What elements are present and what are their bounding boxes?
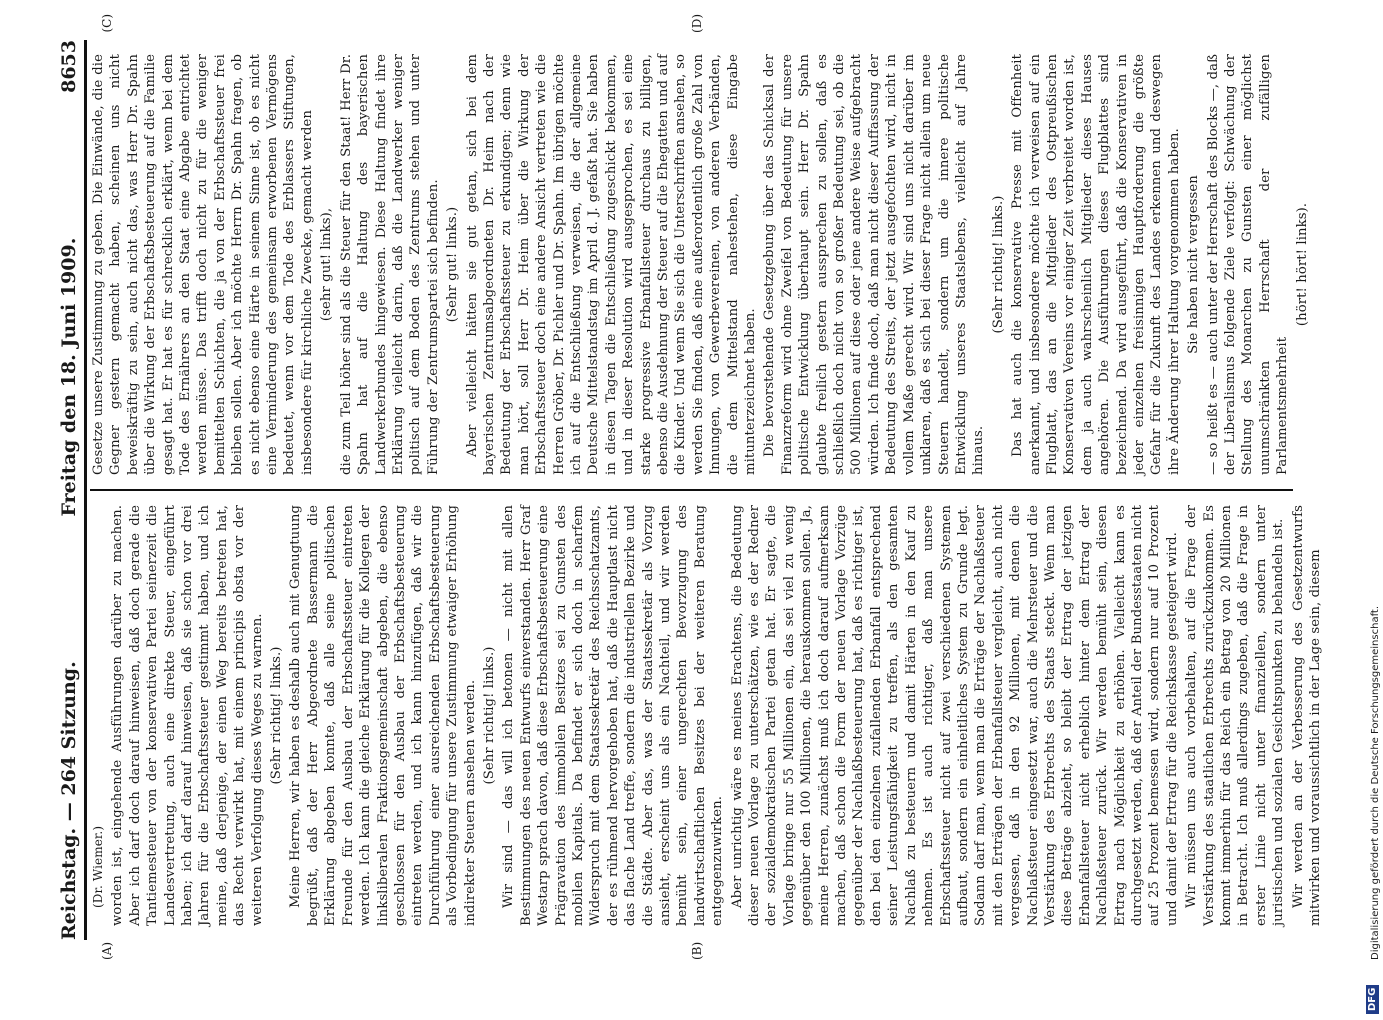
credit-text: Digitalisierung gefördert durch die Deutsche Forschungsgemeinschaft. <box>1370 605 1381 960</box>
margin-marker-a: (A) <box>100 941 114 960</box>
paragraph: Wir sind — das will ich betonen — nicht mit allen Bestimmungen des neuen Entwurfs einverstanden. Herr Graf Westarp sprach davon, daß diese Erbschaftsbesteuerung eine Prägravation des immobilen Besitzes sei zu Gunsten des mobilen Kapitals. Da befindet er sich doch in scharfem Widerspruch mit dem Staatssekretär des Reichsschatzamts, der es rühmend hervorgehoben hat, daß die Hauptlast nicht das flache Land treffe, sondern die industriellen Bezirke und die Städte. Aber das, was der Staatssekretär als Vorzug ansieht, erscheint uns als ein Nachteil, und wir werden bemüht sein, einer ungerechten Bevorzugung des landwirtschaftlichen Besitzes bei der weiteren Beratung entgegenzuwirken. <box>501 505 726 926</box>
digitization-credit <box>1367 0 1381 1020</box>
paragraph: worden ist, eingehende Ausführungen darüber zu machen. Aber ich darf doch darauf hinweisen, daß doch gerade die Tantiemesteuer von der konservativen Partei seinerzeit die Landesvertretung, auch eine direkte Steuer, eingeführt haben; ich darf darauf hinweisen, daß sie schon vor drei Jahren für die Erbschaftssteuer gestimmt haben, und ich meine, daß derjenige, der einen Weg bereits betreten hat, das Recht verwirkt hat, mit einem principis obsta vor der weiteren Verfolgung dieses Weges zu warnen. <box>110 505 265 926</box>
paragraph: Die bevorstehende Gesetzgebung über das Schicksal der Finanzreform wird ohne Zweifel von Bedeutung für unsere politische Entwicklung überhaupt sein. Herr Dr. Spahn glaubte freilich gestern aussprechen zu sollen, daß es schließlich doch nicht von so großer Bedeutung sei, ob die 500 Millionen auf diese oder jene andere Weise aufgebracht würden. Ich finde doch, daß man nicht dieser Auffassung der Bedeutung des Streits, der jetzt ausgefochten wird, nicht in vollem Maße gerecht wird. Wir sind uns nicht darüber im unklaren, daß es sich bei dieser Frage nicht allein um neue Steuern handelt, sondern um die innere politische Entwicklung unseres Staatslebens, vielleicht auf Jahre hinaus. <box>762 54 987 475</box>
interjection: (Sehr richtig! links.) <box>990 195 1006 334</box>
paragraph: Wir werden an der Verbesserung des Gesetzentwurfs mitwirken und voraussichtlich in der Lage sein, diesem <box>1290 505 1324 926</box>
page-number: 8653 <box>58 40 80 93</box>
interjection: (Sehr gut! links.) <box>445 206 461 323</box>
interjection: (Sehr richtig! links.) <box>269 646 285 785</box>
paragraph: Wir müssen uns auch vorbehalten, auf die Frage der Verstärkung des staatlichen Erbrechts zurückzukommen. Es kommt immerhin für das Reich ein Betrag von 20 Millionen in Betracht. Ich muß allerdings zugeben, daß die Frage in erster Linie nicht unter finanziellen, sondern unter juristischen und sozialen Gesichtspunkten zu behandeln ist. <box>1184 505 1287 926</box>
text-columns <box>90 40 1324 940</box>
speaker-label: (Dr. Wiemer.) <box>91 825 105 908</box>
paragraph: Meine Herren, wir haben es deshalb auch mit Genugtuung begrüßt, daß der Herr Abgeordnete Bassermann die Erklärung abgeben konnte, daß alle seine politischen Freunde für den Ausbau der Erbschaftssteuer eintreten werden. Ich kann die gleiche Erklärung für die Kollegen der linksliberalen Fraktionsgemeinschaft abgeben, die ebenso geschlossen für den Ausbau der Erbschaftsbesteuerung eintreten werden, und ich kann hinzufügen, daß wir die Durchführung einer ausreichenden Erbschaftsbesteuerung als Vorbedingung für unsere Zustimmung etwaiger Erhöhung indirekter Steuern ansehen werden. <box>288 505 478 926</box>
page-header <box>40 40 87 940</box>
margin-marker-b: (B) <box>690 941 704 960</box>
interjection: (Sehr richtig! links.) <box>481 646 497 785</box>
header-left: Reichstag. — 264 Sitzung. <box>58 661 80 940</box>
paragraph: Das hat auch die konservative Presse mit Offenheit anerkannt, und insbesondere möchte ich verweisen auf ein Flugblatt, das an die Mitglieder des Ostpreußischen Konservativen Vereins vor einiger Zeit verbreitet worden ist, dem ja auch wahrscheinlich Mitglieder dieses Hauses angehören. Die Ausführungen dieses Flugblattes sind bezeichnend. Da wird ausgeführt, daß die Konservativen in jeder einzelnen freisinnigen Hauptforderung die größte Gefahr für die Zukunft des Landes erkennen und deswegen ihre Änderung ihrer Haltung vorgenommen haben. <box>1010 54 1182 475</box>
quote-intro: Sie haben nicht vergessen <box>1186 175 1202 354</box>
left-column <box>90 489 1324 940</box>
paragraph: die zum Teil höher sind als die Steuer für den Staat! Herr Dr. Spahn hat auf die Haltung des bayerischen Landwerkerbundes hingewiesen. Diese Haltung findet ihre Erklärung vielleicht darin, daß die Landwerker weniger politisch auf dem Boden des Zentrums stehen und unter Führung der Zentrumspartei sich befinden. <box>338 54 441 475</box>
paragraph: Aber unrichtig wäre es meines Erachtens, die Bedeutung dieser neuen Vorlage zu unterschätzen, wie es der Redner der sozialdemokratischen Partei getan hat. Er sagte, die Vorlage bringe nur 55 Millionen ein, das sei viel zu wenig gegenüber den 100 Millionen, die herauskommen sollen. Ja, meine Herren, zunächst muß ich doch darauf aufmerksam machen, daß schon die Form der neuen Vorlage Vorzüge gegenüber der Nachlaßbesteuerung hat, daß es richtiger ist, den bei den einzelnen zufallenden Erbanfall entsprechend seiner Leistungsfähigkeit zu treffen, als den gesamten Nachlaß zu besteuern und damit Härten in den Kauf zu nehmen. Es ist auch richtiger, daß man unsere Erbschaftssteuer nicht auf zwei verschiedenen Systemen aufbaut, sondern ein einheitliches System zu Grunde legt. Sodann darf man, wenn man die Erträge der Nachlaßsteuer mit den Erträgen der Erbanfallsteuer vergleicht, auch nicht vergessen, daß in den 92 Millionen, mit denen die Nachlaßsteuer eingesetzt war, auch die Mehrsteuer und die Verstärkung des Erbrechts des Staats steckt. Wenn man diese Beträge abzieht, so bleibt der Ertrag der jetzigen Erbanfallsteuer nicht erheblich hinter dem Ertrag der Nachlaßsteuer zurück. Wir werden bemüht sein, diesen Ertrag nach Möglichkeit zu erhöhen. Vielleicht kann es durchgesetzt werden, daß der Anteil der Bundesstaaten nicht auf 25 Prozent bemessen wird, sondern nur auf 10 Prozent und damit der Ertrag für die Reichskasse gesteigert wird. <box>729 505 1180 926</box>
interjection: (sehr gut! links), <box>319 207 335 322</box>
dfg-logo: DFG <box>1366 985 1379 1014</box>
margin-marker-c: (C) <box>100 14 114 33</box>
paragraph: Aber vielleicht hätten sie gut getan, sich bei dem bayerischen Zentrumsabgeordneten Dr. Heim nach der Bedeutung der Erbschaftssteuer zu erkundigen; denn wie man hört, soll Herr Dr. Heim über die Wirkung der Erbschaftssteuer doch eine andere Ansicht vertreten wie die Herren Gröber, Dr. Pichler und Dr. Spahn. Im übrigen möchte ich auf die Entschließung verweisen, die der allgemeine Deutsche Mittelstandstag im April d. J. gefaßt hat. Sie haben in diesen Tagen die Entschließung zugeschickt bekommen, und in dieser Resolution wird ausgesprochen, es sei eine starke progressive Erbanfallsteuer durchaus zu billigen, ebenso die Ausdehnung der Steuer auf die Ehegatten und auf die Kinder. Und wenn Sie sich die Unterschriften ansehen, so werden Sie finden, daß eine außerordentlich große Zahl von Innungen, von Gewerbevereinen, von anderen Verbänden, die dem Mittelstand nahestehen, diese Eingabe mitunterzeichnet haben. <box>464 54 759 475</box>
right-column <box>90 40 1310 489</box>
header-date: Freitag den 18. Juni 1909. <box>58 237 80 517</box>
margin-marker-d: (D) <box>690 14 704 33</box>
interjection: (hört! hört! links). <box>1294 202 1310 327</box>
quote: — so heißt es — auch unter der Herrschaft des Blocks —, daß der Liberalismus folgende Ziele verfolgt: Schwächung der Stellung des Monarchen zu Gunsten einer möglichst unumschränkten Herrschaft der zufälligen Parlamentsmehrheit <box>1205 54 1291 475</box>
paragraph: Gesetze unsere Zustimmung zu geben. Die Einwände, die die Gegner gestern gemacht haben, scheinen uns nicht beweiskräftig zu sein, auch nicht das, was Herr Dr. Spahn über die Wirkung der Erbschaftsbesteuerung auf die Familie gesagt hat. Er hat es für schrecklich erklärt, wenn bei dem Tode des Ernährers an den Staat eine Abgabe entrichtet werden müsse. Das trifft doch nicht zu für die weniger bemittelten Schichten, die ja von der Erbschaftssteuer frei bleiben sollen. Aber ich möchte Herrn Dr. Spahn fragen, ob es nicht ebenso eine Härte in seinem Sinne ist, ob es nicht eine Verminderung des gemeinsam erworbenen Vermögens bedeutet, wenn vor dem Tode des Erblassers Stiftungen, insbesondere für kirchliche Zwecke, gemacht werden <box>91 54 315 475</box>
